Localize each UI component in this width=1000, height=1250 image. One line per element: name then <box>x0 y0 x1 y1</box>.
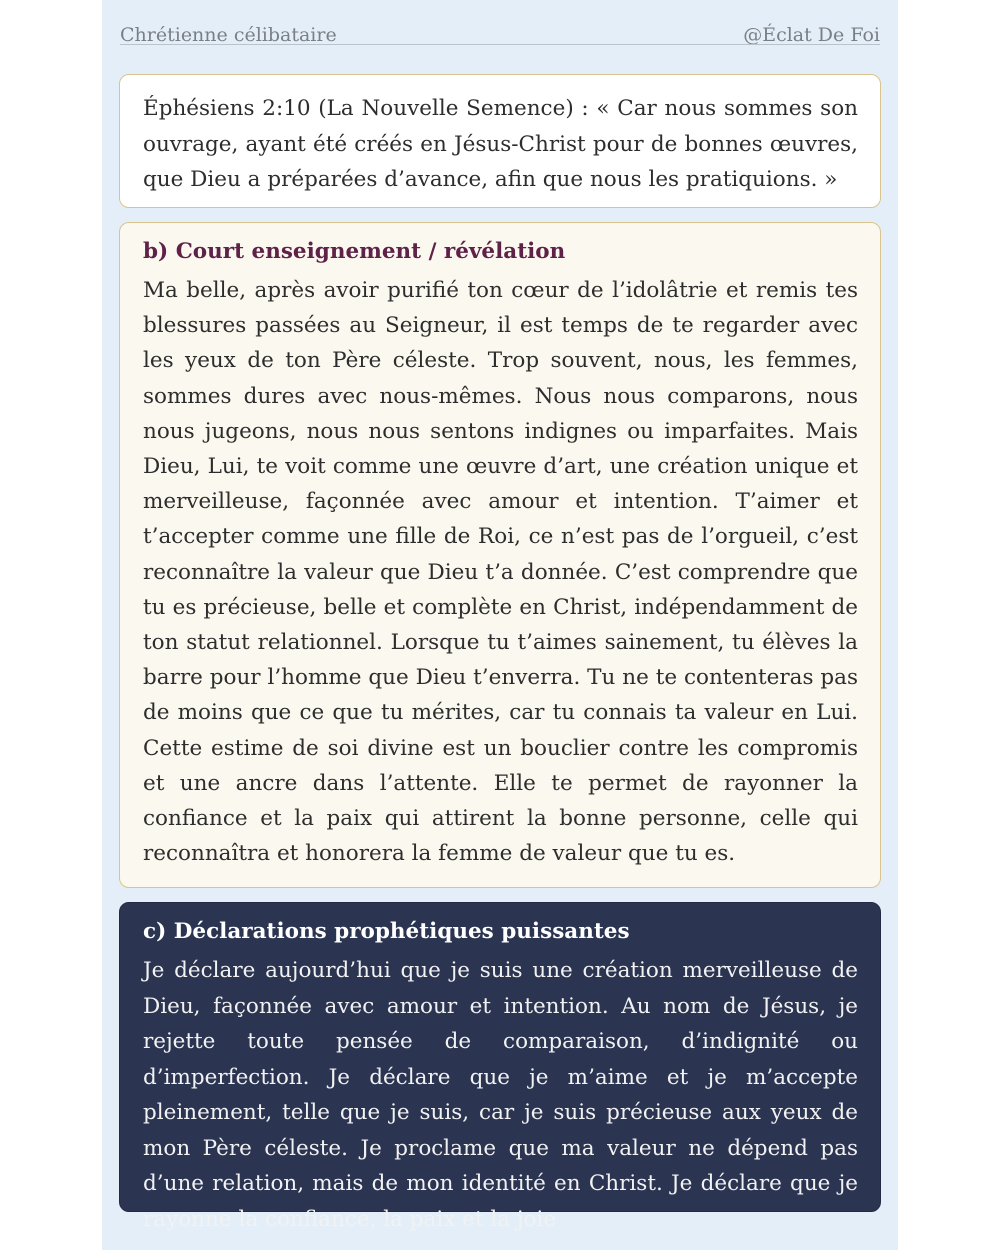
declarations-text: Je déclare aujourd’hui que je suis une création merveilleuse de Dieu, façonnée avec amour et intention. Au nom de Jésus, je rejette toute pensée de comparaison, d’indignité ou d’imperfection. Je déclare que je m’aime et je m’accepte pleinement, telle que je suis, car je suis précieuse aux yeux de mon Père céleste. Je proclame que ma valeur ne dépend pas d’une relation, mais de mon identité en Christ. Je déclare que je rayonne la confiance, la paix et la joie <box>143 958 858 1232</box>
teaching-title: b) Court enseignement / révélation <box>143 239 566 264</box>
header-category: Chrétienne célibataire <box>120 24 337 46</box>
left-margin <box>0 0 102 1250</box>
verse-text: Éphésiens 2:10 (La Nouvelle Semence) : « Car nous sommes son ouvrage, ayant été créés en Jésus-Christ pour de bonnes œuvres, que Dieu a préparées d’avance, afin que nous les pratiquions. » <box>143 96 858 192</box>
teaching-text: Ma belle, après avoir purifié ton cœur de l’idolâtrie et remis tes blessures passées au Seigneur, il est temps de te regarder avec les yeux de ton Père céleste. Trop souvent, nous, les femmes, sommes dures avec nous-mêmes. Nous nous comparons, nous nous jugeons, nous nous sentons indignes ou imparfaites. Mais Dieu, Lui, te voit comme une œuvre d’art, une création unique et merveilleuse, façonnée avec amour et intention. T’aimer et t’accepter comme une fille de Roi, ce n’est pas de l’orgueil, c’est reconnaître la valeur que Dieu t’a donnée. C’est comprendre que tu es précieuse, belle et complète en Christ, indépendamment de ton statut relationnel. Lorsque tu t’aimes sainement, tu élèves la barre pour l’homme que Dieu t’enverra. Tu ne te contenteras pas de moins que ce que tu mérites, car tu connais ta valeur en Lui. Cette estime de soi divine est un bouclier contre les compromis et une ancre dans l’attente. Elle te permet de rayonner la confiance et la paix qui attirent la bonne personne, celle qui reconnaîtra et honorera la femme de valeur que tu es. <box>143 278 858 867</box>
page-header <box>120 24 880 50</box>
declarations-card <box>119 902 881 1232</box>
teaching-card <box>119 222 881 888</box>
header-author: @Éclat De Foi <box>743 24 880 46</box>
right-margin <box>898 0 1000 1250</box>
header-divider <box>120 44 880 45</box>
declarations-title: c) Déclarations prophétiques puissantes <box>143 919 630 944</box>
verse-card <box>119 74 881 208</box>
